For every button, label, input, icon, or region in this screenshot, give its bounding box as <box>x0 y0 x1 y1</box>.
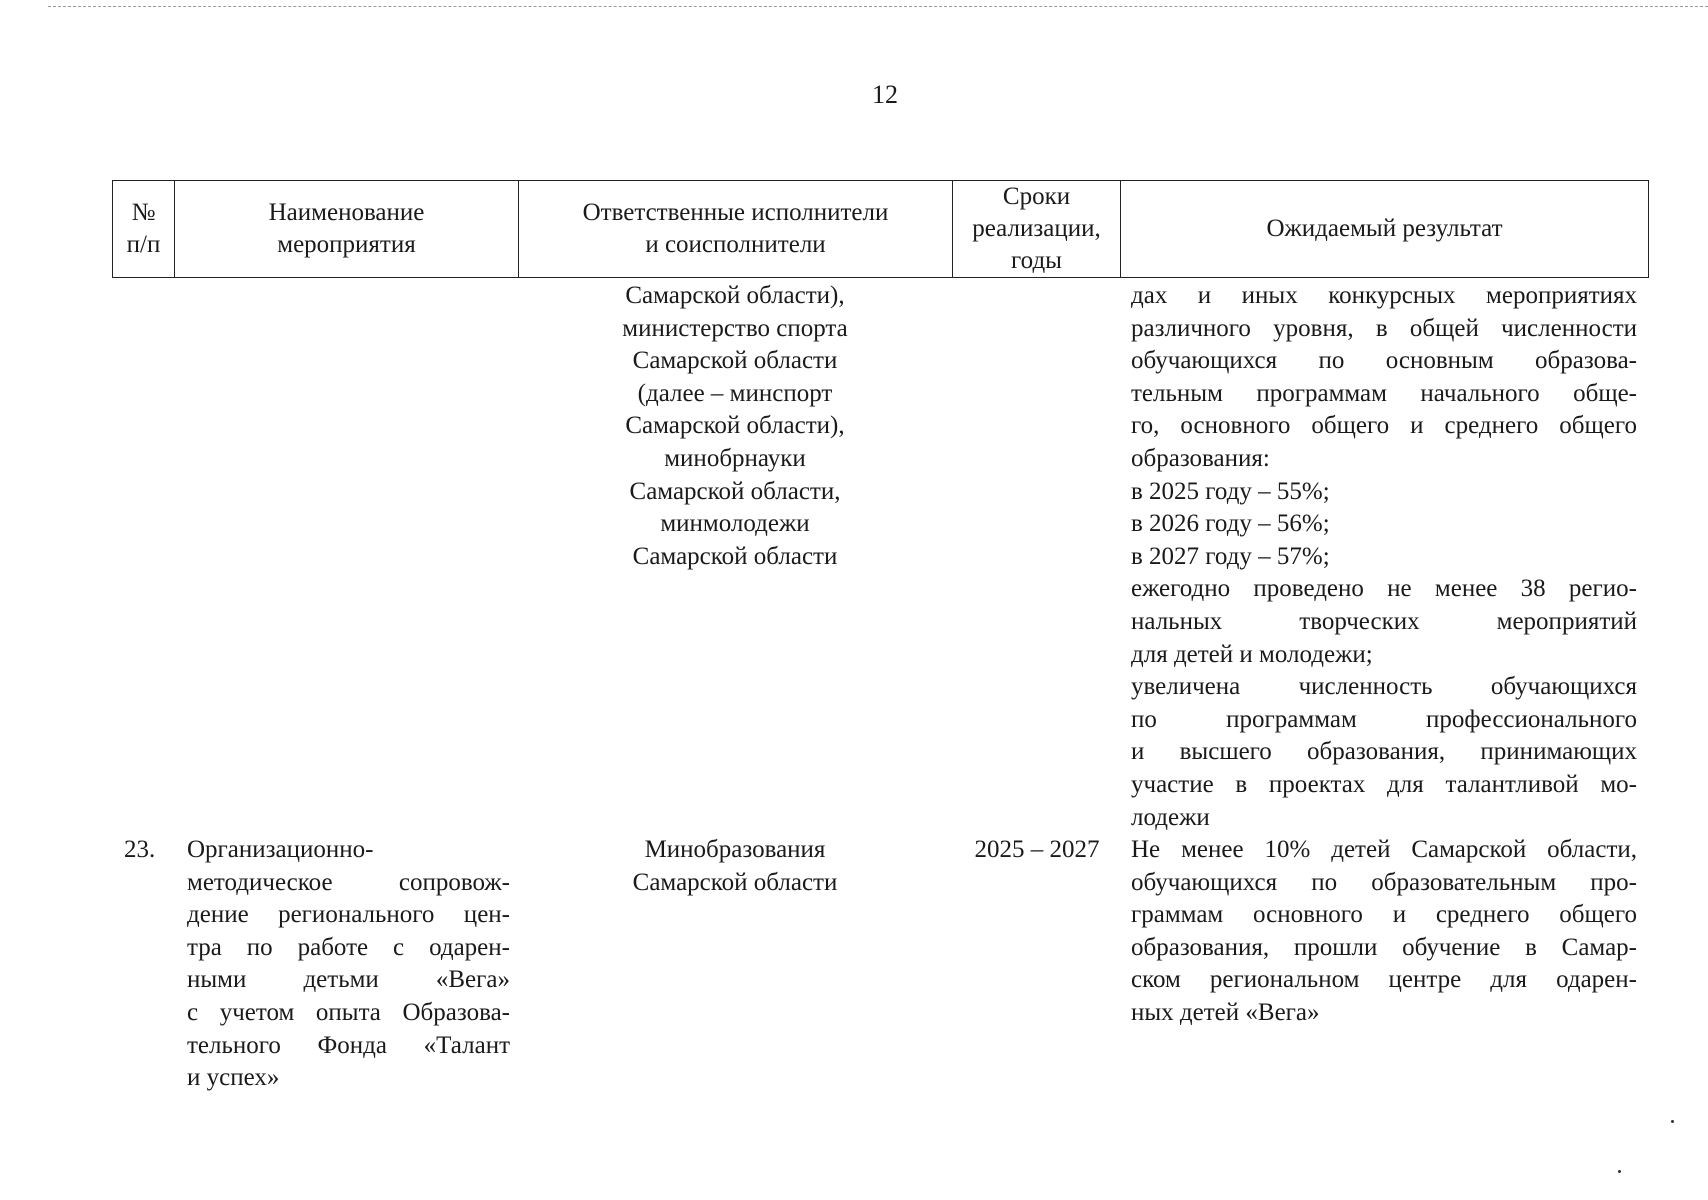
header-result: Ожидаемый результат <box>1121 181 1649 278</box>
result-line: в 2026 году – 56%; <box>1131 510 1330 538</box>
table-header <box>112 180 1649 278</box>
executors-line: Самарской области), <box>625 282 845 309</box>
executors-line: министерство спорта <box>622 314 848 342</box>
name-line: с учетом опыта Образова- <box>187 998 510 1026</box>
result-line: образования, прошли обучение в Самар- <box>1131 933 1637 961</box>
executors-line: Самарской области), <box>625 412 845 440</box>
result-line: нальных творческих мероприятий <box>1131 607 1637 635</box>
name-line: методическое сопровож- <box>187 868 510 896</box>
result-line: лодежи <box>1131 803 1210 831</box>
result-line: Не менее 10% детей Самарской области, <box>1131 836 1637 863</box>
result-line: различного уровня, в общей численности <box>1131 314 1637 342</box>
executors-line: минмолодежи <box>660 510 810 538</box>
result-line: и высшего образования, принимающих <box>1131 738 1637 766</box>
result-line: обучающихся по образовательным про- <box>1131 868 1637 896</box>
continued-result <box>1131 280 1637 834</box>
name-line: тельного Фонда «Талант <box>187 1031 510 1059</box>
executors-line: Минобразования <box>644 836 826 863</box>
result-line: увеличена численность обучающихся <box>1131 673 1637 701</box>
header-name: Наименование мероприятия <box>175 181 519 278</box>
name-line: дение регионального цен- <box>187 901 510 929</box>
row-23-name <box>187 834 510 1095</box>
header-executors: Ответственные исполнители и соисполнители <box>519 181 953 278</box>
header-terms: Сроки реализации, годы <box>953 181 1121 278</box>
result-line: участие в проектах для талантливой мо- <box>1131 770 1637 798</box>
result-line: по программам профессионального <box>1131 705 1637 733</box>
row-23-number: 23. <box>124 836 156 863</box>
executors-line: Самарской области <box>632 868 838 896</box>
name-line: ными детьми «Вега» <box>187 966 510 994</box>
result-line: в 2027 году – 57%; <box>1131 542 1330 570</box>
name-line: Организационно- <box>187 836 374 863</box>
result-line: ском региональном центре для одарен- <box>1131 966 1637 994</box>
result-line: обучающихся по основным образова- <box>1131 347 1637 375</box>
row-23-executors <box>520 834 950 899</box>
result-line: в 2025 году – 55%; <box>1131 477 1330 505</box>
name-line: тра по работе с одарен- <box>187 933 510 961</box>
row-23-result <box>1131 834 1637 1030</box>
scan-speck <box>1671 1120 1674 1123</box>
result-line: ежегодно проведено не менее 38 регио- <box>1131 575 1637 603</box>
name-line: и успех» <box>187 1064 280 1092</box>
scan-top-edge <box>48 6 1708 7</box>
executors-line: Самарской области <box>632 347 838 375</box>
executors-line: минобрнауки <box>664 444 806 472</box>
result-line: граммам основного и среднего общего <box>1131 901 1637 929</box>
header-number: № п/п <box>113 181 175 278</box>
executors-line: Самарской области, <box>629 477 841 505</box>
scan-speck <box>1618 1170 1621 1173</box>
executors-line: (далее – минспорт <box>637 379 833 407</box>
continued-executors <box>520 280 950 573</box>
result-line: для детей и молодежи; <box>1131 640 1373 668</box>
page-number: 12 <box>872 80 898 109</box>
result-line: го, основного общего и среднего общего <box>1131 412 1637 440</box>
result-line: дах и иных конкурсных мероприятиях <box>1131 282 1637 309</box>
result-line: образования: <box>1131 444 1270 472</box>
result-line: тельным программам начального обще- <box>1131 379 1637 407</box>
row-23-terms: 2025 – 2027 <box>974 836 1100 863</box>
result-line: ных детей «Вега» <box>1131 998 1320 1026</box>
executors-line: Самарской области <box>632 542 838 570</box>
